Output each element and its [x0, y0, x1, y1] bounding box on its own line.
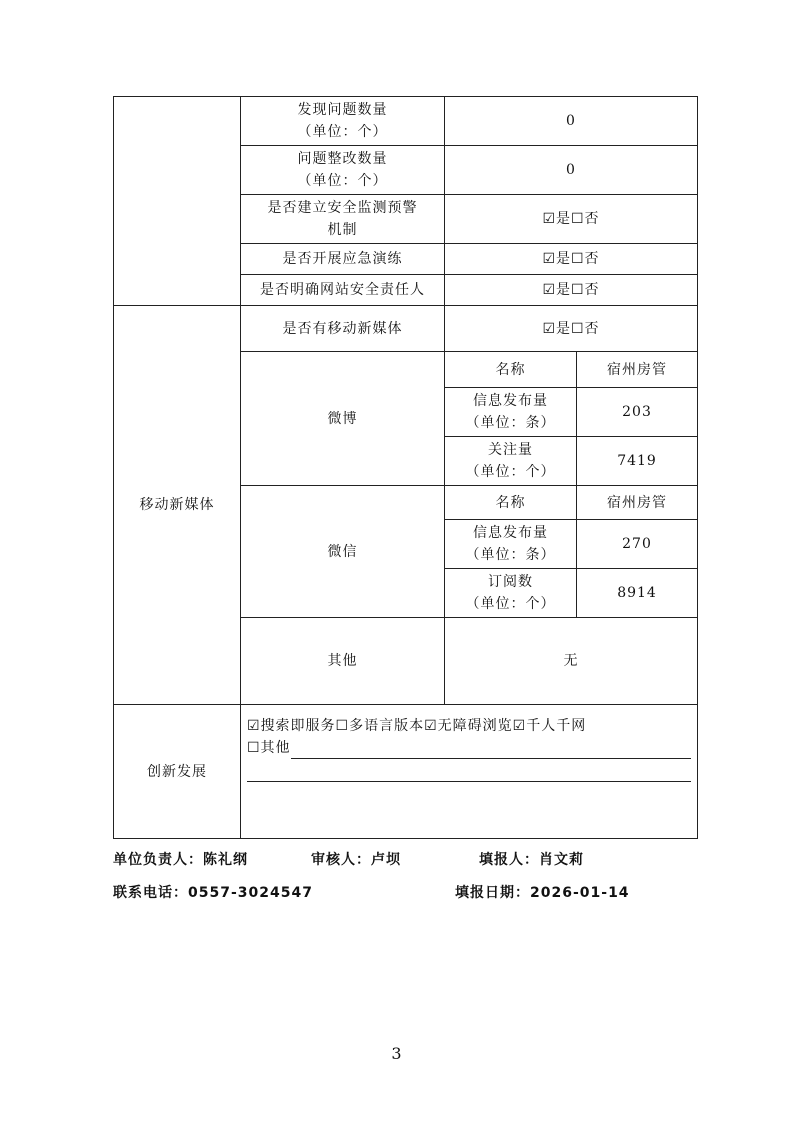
monitoring-checkbox[interactable]: ☑是☐否: [445, 195, 698, 244]
weibo-follow-value: 7419: [577, 437, 698, 486]
issues-fixed-value: 0: [445, 146, 698, 195]
weibo-follow-label: 关注量 （单位：个）: [445, 437, 577, 486]
other-fill-line[interactable]: [291, 742, 691, 759]
weibo-posts-value: 203: [577, 388, 698, 437]
innovation-options: [241, 705, 698, 839]
phone-text: 联系电话：0557-3024547: [113, 885, 313, 901]
wechat-name-label: 名称: [445, 486, 577, 520]
wechat-posts-value: 270: [577, 520, 698, 569]
footer-row-2: [113, 882, 630, 902]
responsible-checkbox[interactable]: ☑是☐否: [445, 275, 698, 306]
monitoring-label: 是否建立安全监测预警 机制: [241, 195, 445, 244]
innovation-other-checkbox[interactable]: ☐其他: [247, 740, 291, 756]
wechat-name-value: 宿州房管: [577, 486, 698, 520]
drill-label: 是否开展应急演练: [241, 244, 445, 275]
reviewer-text: 审核人：卢坝: [311, 852, 401, 868]
section-blank-cell: [114, 97, 241, 306]
wechat-sub-label: 订阅数 （单位：个）: [445, 569, 577, 618]
other-media-value: 无: [445, 618, 698, 705]
weibo-posts-label: 信息发布量 （单位：条）: [445, 388, 577, 437]
mobile-section-label: 移动新媒体: [114, 306, 241, 705]
innovation-checkbox-line[interactable]: ☑搜索即服务☐多语言版本☑无障碍浏览☑千人千网: [247, 718, 587, 734]
innovation-section-label: 创新发展: [114, 705, 241, 839]
weibo-label: 微博: [241, 352, 445, 486]
mobile-has-checkbox[interactable]: ☑是☐否: [445, 306, 698, 352]
date-text: 填报日期：2026-01-14: [455, 885, 630, 901]
other-media-label: 其他: [241, 618, 445, 705]
wechat-sub-value: 8914: [577, 569, 698, 618]
report-table: [113, 96, 698, 839]
filler-text: 填报人：肖文莉: [479, 852, 584, 868]
footer-row-1: [113, 849, 584, 869]
page-number: 3: [391, 1044, 402, 1063]
issues-fixed-label: 问题整改数量 （单位：个）: [241, 146, 445, 195]
mobile-has-label: 是否有移动新媒体: [241, 306, 445, 352]
wechat-label: 微信: [241, 486, 445, 618]
blank-fill-line[interactable]: [247, 759, 691, 782]
issues-found-value: 0: [445, 97, 698, 146]
leader-text: 单位负责人：陈礼纲: [113, 852, 248, 868]
drill-checkbox[interactable]: ☑是☐否: [445, 244, 698, 275]
weibo-name-label: 名称: [445, 352, 577, 388]
wechat-posts-label: 信息发布量 （单位：条）: [445, 520, 577, 569]
issues-found-label: 发现问题数量 （单位：个）: [241, 97, 445, 146]
responsible-label: 是否明确网站安全责任人: [241, 275, 445, 306]
weibo-name-value: 宿州房管: [577, 352, 698, 388]
